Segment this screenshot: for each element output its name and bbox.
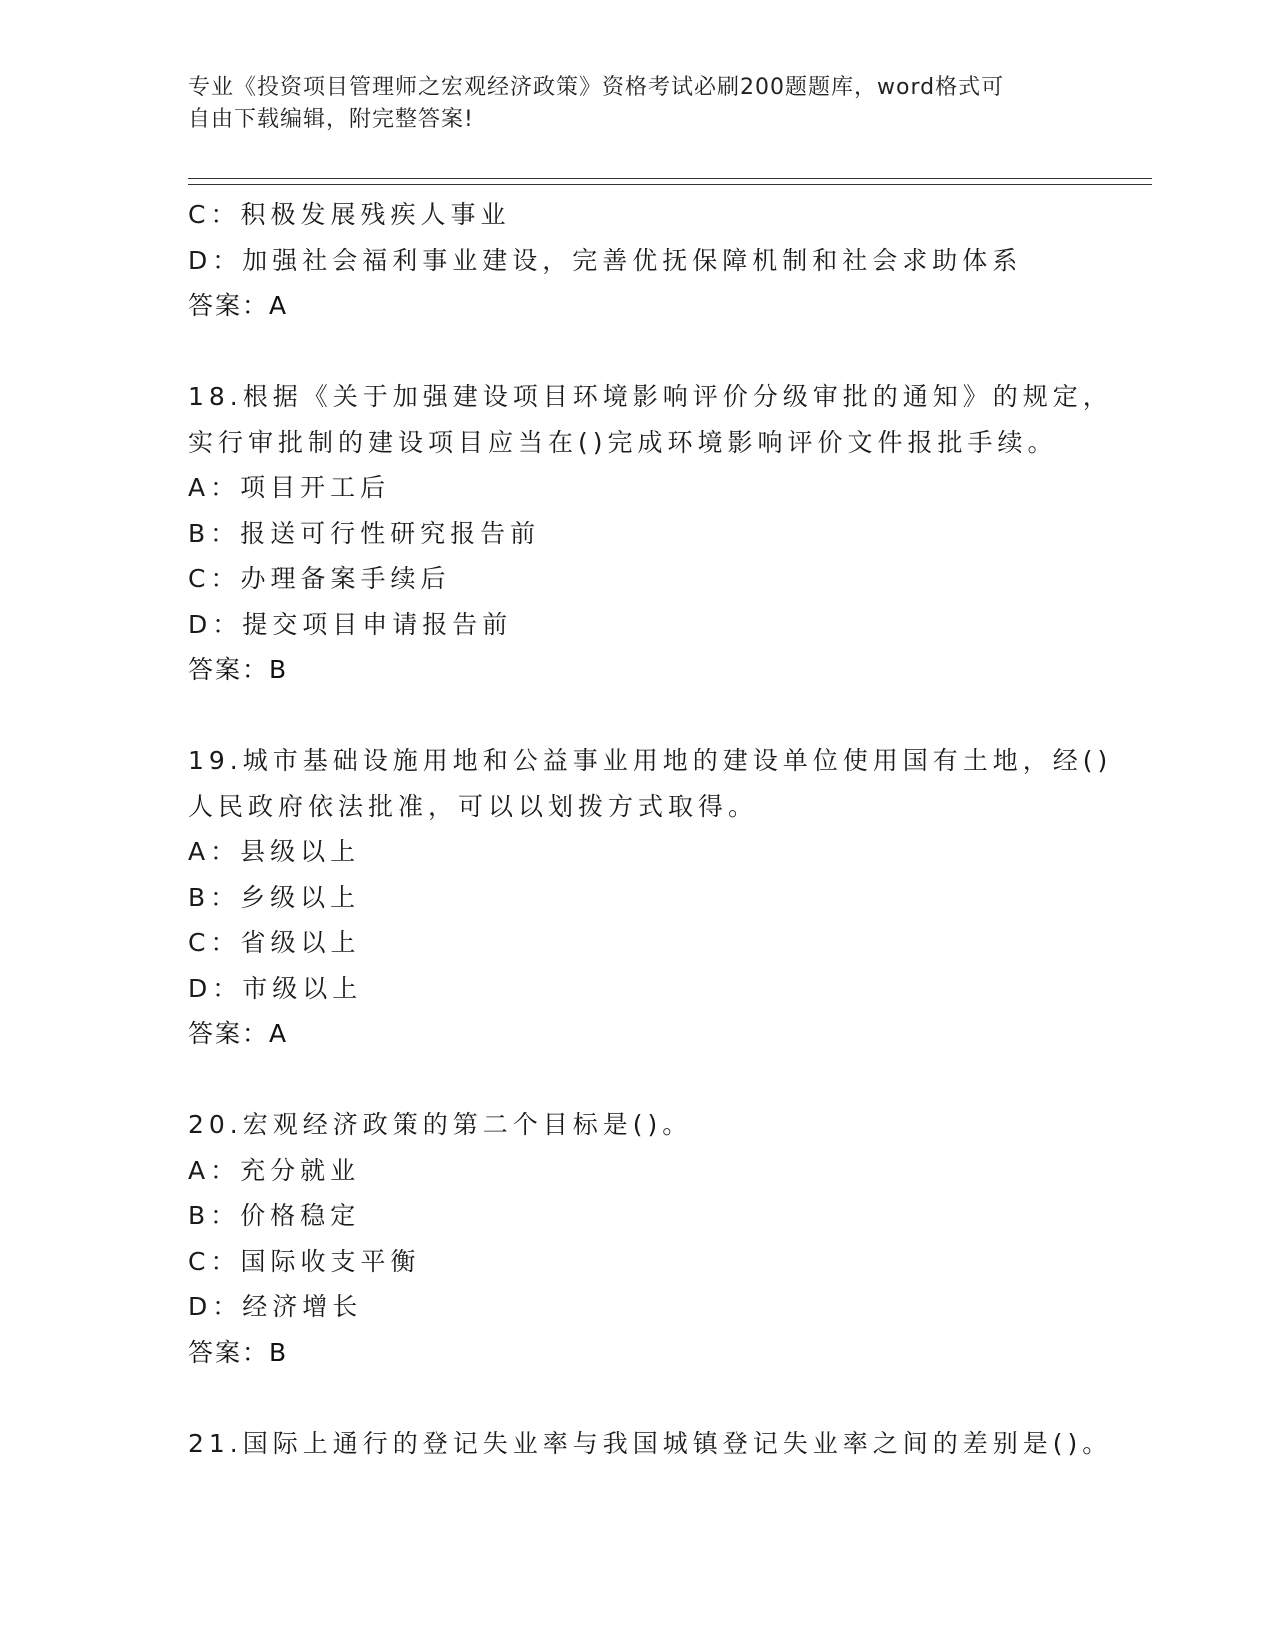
answer-label: 答案：A [188, 291, 289, 320]
question-list [188, 192, 1113, 1466]
option-b: B：乡级以上 [188, 882, 361, 912]
option-c: C：办理备案手续后 [188, 564, 451, 593]
question-stem: 19.城市基础设施用地和公益事业用地的建设单位使用国有土地，经() [188, 746, 1113, 775]
question-stem: 实行审批制的建设项目应当在()完成环境影响评价文件报批手续。 [188, 427, 1058, 457]
option-b: B：报送可行性研究报告前 [188, 518, 541, 548]
question-block-20 [188, 1102, 1088, 1375]
question-spacer [188, 1057, 1088, 1103]
question-spacer [188, 693, 1088, 739]
option-c: C：国际收支平衡 [188, 1246, 421, 1276]
answer-label: 答案：A [188, 1019, 289, 1048]
option-d: D：提交项目申请报告前 [188, 609, 513, 639]
option-d: D：市级以上 [188, 973, 363, 1003]
question-block-18 [188, 374, 1113, 693]
answer-label: 答案：B [188, 1337, 289, 1367]
header-divider-bottom [188, 184, 1152, 185]
option-b: B：价格稳定 [188, 1201, 361, 1230]
question-block-19 [188, 738, 1113, 1057]
question-stem: 人民政府依法批准，可以以划拨方式取得。 [188, 791, 759, 821]
option-a: A：充分就业 [188, 1155, 361, 1185]
question-spacer [188, 1375, 1088, 1421]
option-c: C：省级以上 [188, 928, 361, 957]
header-line-1: 专业《投资项目管理师之宏观经济政策》资格考试必刷200题题库，word格式可 [188, 75, 1005, 100]
question-stem: 20.宏观经济政策的第二个目标是()。 [188, 1110, 693, 1139]
question-block-17 [188, 192, 1088, 329]
document-header [188, 72, 1068, 136]
question-stem: 21.国际上通行的登记失业率与我国城镇登记失业率之间的差别是()。 [188, 1428, 1113, 1458]
header-line-2: 自由下载编辑，附完整答案! [188, 107, 474, 132]
option-a: A：县级以上 [188, 837, 361, 866]
option-d: D：经济增长 [188, 1292, 363, 1321]
header-divider-top [188, 178, 1152, 179]
option-d: D：加强社会福利事业建设，完善优抚保障机制和社会求助体系 [188, 245, 1023, 275]
question-block-21 [188, 1421, 1113, 1467]
option-c: C：积极发展残疾人事业 [188, 200, 511, 229]
question-stem: 18.根据《关于加强建设项目环境影响评价分级审批的通知》的规定， [188, 382, 1113, 411]
option-a: A：项目开工后 [188, 473, 391, 502]
answer-label: 答案：B [188, 655, 289, 684]
question-spacer [188, 329, 1088, 375]
